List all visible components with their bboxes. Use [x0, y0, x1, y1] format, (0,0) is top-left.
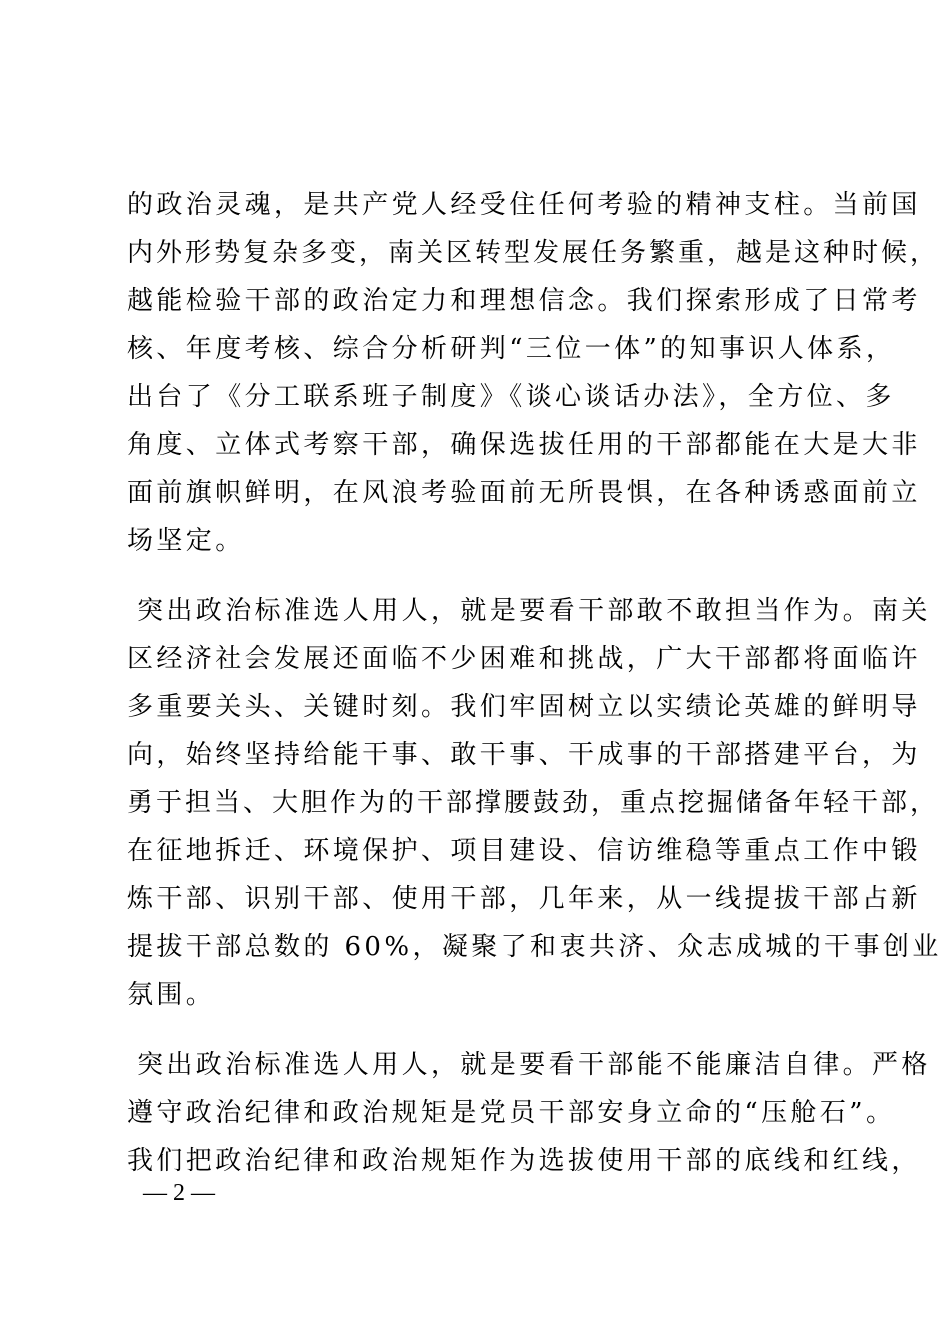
- paragraph-1-line-2: 内外形势复杂多变，南关区转型发展任务繁重，越是这种时候，: [127, 238, 940, 268]
- paragraph-2-line-4: 向，始终坚持给能干事、敢干事、干成事的干部搭建平台，为: [127, 740, 921, 770]
- page-number: — 2 —: [143, 1180, 215, 1206]
- paragraph-3-line-1: 突出政治标准选人用人，就是要看干部能不能廉洁自律。严格: [137, 1050, 931, 1080]
- paragraph-1-line-4: 核、年度考核、综合分析研判“三位一体”的知事识人体系，: [127, 334, 896, 364]
- paragraph-1-line-6: 角度、立体式考察干部，确保选拔任用的干部都能在大是大非: [127, 430, 921, 460]
- paragraph-2-line-2: 区经济社会发展还面临不少困难和挑战，广大干部都将面临许: [127, 644, 921, 674]
- paragraph-1-line-8: 场坚定。: [127, 526, 245, 556]
- paragraph-2-line-9: 氛围。: [127, 980, 216, 1010]
- paragraph-2-line-5: 勇于担当、大胆作为的干部撑腰鼓劲，重点挖掘储备年轻干部，: [127, 788, 940, 818]
- paragraph-1-line-3: 越能检验干部的政治定力和理想信念。我们探索形成了日常考: [127, 286, 921, 316]
- paragraph-3-line-2: 遵守政治纪律和政治规矩是党员干部安身立命的“压舱石”。: [127, 1098, 896, 1128]
- paragraph-1-line-7: 面前旗帜鲜明，在风浪考验面前无所畏惧，在各种诱惑面前立: [127, 478, 921, 508]
- paragraph-1-line-5: 出台了《分工联系班子制度》《谈心谈话办法》，全方位、多: [127, 382, 895, 412]
- paragraph-2-line-6: 在征地拆迁、环境保护、项目建设、信访维稳等重点工作中锻: [127, 836, 921, 866]
- paragraph-2-line-8: 提拔干部总数的 60%，凝聚了和衷共济、众志成城的干事创业: [127, 932, 942, 962]
- paragraph-3-line-3: 我们把政治纪律和政治规矩作为选拔使用干部的底线和红线，: [127, 1146, 921, 1176]
- paragraph-1-line-1: 的政治灵魂，是共产党人经受住任何考验的精神支柱。当前国: [127, 190, 921, 220]
- paragraph-2-line-7: 炼干部、识别干部、使用干部，几年来，从一线提拔干部占新: [127, 884, 921, 914]
- paragraph-2-line-1: 突出政治标准选人用人，就是要看干部敢不敢担当作为。南关: [137, 596, 931, 626]
- paragraph-2-line-3: 多重要关头、关键时刻。我们牢固树立以实绩论英雄的鲜明导: [127, 692, 921, 722]
